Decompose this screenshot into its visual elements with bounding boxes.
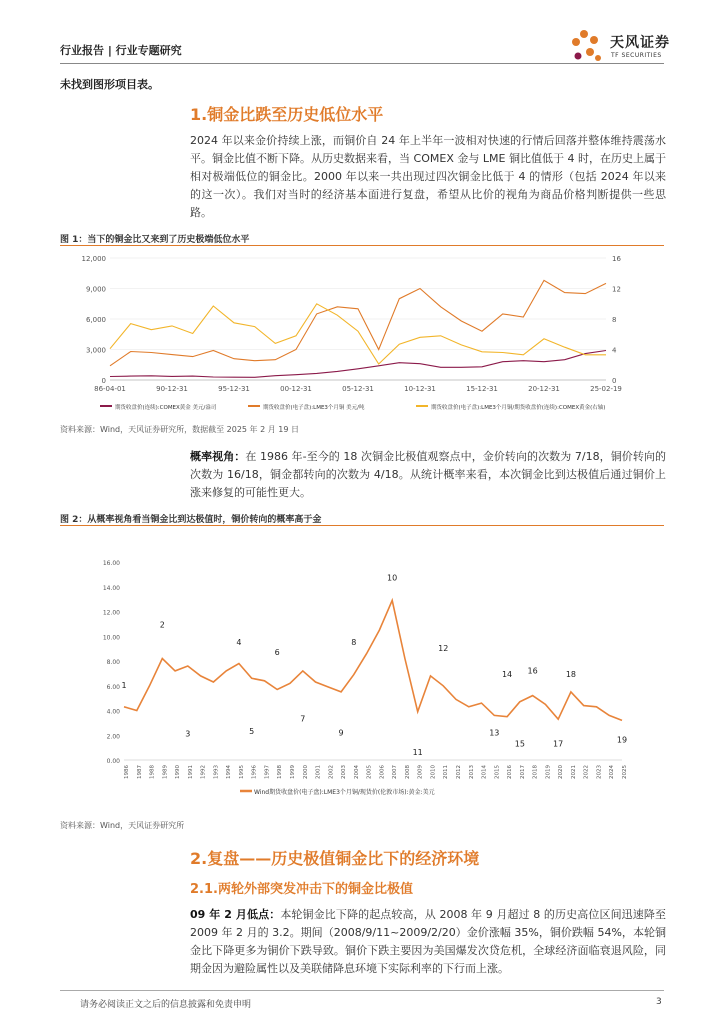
probability-text: 在 1986 年-至今的 18 次铜金比极值观察点中，金价转向的次数为 7/18，铜价转向的次数为 16/18，铜金都转向的次数为 4/18。从统计概率来看，本次铜金比到达极值后通过铜价上涨来修复的可能性更大。	[190, 450, 666, 499]
x-tick-label: 2025	[622, 765, 628, 779]
x-tick-label: 1990	[175, 765, 182, 779]
x-tick-label: 2023	[596, 765, 603, 779]
chart1	[60, 250, 664, 415]
page-number: 3	[656, 997, 662, 1007]
series-line	[110, 280, 606, 365]
annotation-label: 4	[236, 637, 242, 647]
x-tick-label: 2006	[379, 765, 386, 779]
x-tick-label: 90-12-31	[156, 385, 188, 393]
annotation-label: 19	[616, 735, 628, 745]
x-tick-label: 1991	[187, 765, 194, 779]
x-tick-label: 1992	[200, 765, 207, 779]
x-tick-label: 2004	[353, 765, 360, 779]
x-tick-label: 1999	[290, 765, 296, 779]
x-tick-label: 10-12-31	[404, 385, 436, 393]
x-tick-label: 2018	[532, 765, 539, 779]
x-tick-label: 05-12-31	[342, 385, 374, 393]
series-line	[110, 351, 606, 378]
series-line	[124, 600, 622, 720]
probability-para	[190, 448, 666, 502]
figure2-title: 图 2：从概率视角看当铜金比到达极值时，铜价转向的概率高于金	[60, 515, 322, 525]
y-left-tick-label: 9,000	[85, 285, 106, 294]
section2-text: 本轮铜金比下降的起点较高，从 2008 年 9 月超过 8 的历史高位区间迅速降至 2009 年 2 月的 3.2。期间（2008/9/11~2009/2/20）金价涨幅 35%，铜价跌幅 54%，本轮铜金比下降更多为铜价下跌导致。铜价下跌主要因为美国爆发次贷危机，全球经济面临衰退风险，同期金因为避险属性以及美联储降息环境下实际利率的下行而上涨。	[190, 908, 667, 975]
x-tick-label: 2024	[609, 765, 616, 779]
x-tick-label: 1998	[277, 765, 284, 779]
x-tick-label: 1988	[149, 765, 156, 779]
annotation-label: 9	[338, 728, 344, 738]
footer-disclaimer: 请务必阅读正文之后的信息披露和免责申明	[80, 1000, 252, 1010]
y-tick-label: 6.00	[106, 683, 120, 691]
annotation-label: 7	[300, 714, 306, 724]
probability-lead: 概率视角：	[190, 450, 246, 463]
x-tick-label: 2021	[570, 765, 577, 779]
annotation-label: 12	[438, 644, 449, 654]
y-right-tick-label: 12	[612, 285, 621, 294]
y-tick-label: 16.00	[102, 560, 120, 567]
x-tick-label: 2017	[519, 765, 526, 779]
annotation-label: 17	[553, 739, 564, 749]
annotation-label: 6	[274, 647, 280, 657]
report-category: 行业报告 | 行业专题研究	[60, 44, 182, 57]
y-left-tick-label: 12,000	[81, 255, 106, 263]
x-tick-label: 1995	[238, 765, 245, 779]
y-tick-label: 0.00	[106, 758, 120, 765]
x-tick-label: 2015	[494, 765, 501, 779]
logo-en: TF SECURITIES	[611, 52, 662, 59]
section2-lead: 09 年 2 月低点：	[190, 908, 281, 921]
y-tick-label: 8.00	[106, 659, 120, 666]
y-right-tick-label: 8	[612, 316, 617, 324]
y-right-tick-label: 16	[612, 255, 621, 263]
x-tick-label: 15-12-31	[466, 385, 498, 393]
x-tick-label: 2010	[430, 765, 437, 779]
x-tick-label: 1996	[251, 765, 258, 779]
y-tick-label: 2.00	[106, 733, 120, 741]
annotation-label: 16	[527, 666, 538, 676]
x-tick-label: 25-02-19	[590, 385, 622, 393]
x-tick-label: 1993	[213, 765, 220, 779]
x-tick-label: 00-12-31	[280, 385, 312, 393]
y-tick-label: 12.00	[102, 609, 120, 617]
x-tick-label: 20-12-31	[528, 385, 560, 393]
figure1-source: 资料来源：Wind，天风证券研究所，数据截至 2025 年 2 月 19 日	[60, 425, 299, 434]
y-tick-label: 14.00	[102, 584, 120, 592]
figure1-title: 图 1：当下的铜金比又来到了历史极端低位水平	[60, 235, 250, 245]
y-left-tick-label: 6,000	[85, 316, 106, 324]
section1-title: 1.铜金比跌至历史低位水平	[190, 105, 384, 124]
x-tick-label: 2011	[443, 765, 450, 779]
y-tick-label: 10.00	[102, 634, 120, 642]
annotation-label: 14	[501, 670, 513, 680]
x-tick-label: 2002	[328, 765, 335, 779]
section1-para: 2024 年以来金价持续上涨，而铜价自 24 年上半年一波相对快速的行情后回落并整体维持震荡水平。铜金比值不断下降。从历史数据来看，当 COMEX 金与 LME 铜比值低于 4 时，在历史上属于相对极端低位的铜金比。2000 年以来一共出现过四次铜金比低于 4 的情形（包括 2024 年以来的这一次）。我们对当时的经济基本面进行复盘，希望从比价的视角为商品价格判断提供一些思路。	[190, 134, 666, 219]
figure2-source: 资料来源：Wind，天风证券研究所	[60, 821, 185, 830]
header-rule	[60, 63, 664, 64]
x-tick-label: 1989	[162, 765, 169, 779]
section2-subtitle: 2.1.两轮外部突发冲击下的铜金比极值	[190, 882, 413, 897]
x-tick-label: 95-12-31	[218, 385, 250, 393]
note-line: 未找到图形项目表。	[60, 78, 159, 91]
figure2-rule	[60, 525, 664, 526]
x-tick-label: 2019	[545, 765, 552, 779]
y-left-tick-label: 3,000	[85, 346, 106, 355]
annotation-label: 11	[412, 748, 423, 758]
x-tick-label: 2016	[507, 765, 514, 779]
annotation-label: 10	[387, 573, 398, 583]
chart2	[100, 550, 640, 806]
legend-label: 期货收盘价(电子盘):LME3个月铜/期货收盘价(连续):COMEX黄金(右轴)	[431, 405, 606, 411]
x-tick-label: 2012	[456, 765, 462, 779]
x-tick-label: 2007	[392, 765, 399, 779]
annotation-label: 3	[185, 729, 191, 739]
x-tick-label: 1986	[124, 765, 130, 779]
series-line	[110, 304, 606, 364]
x-tick-label: 2001	[315, 765, 322, 779]
x-tick-label: 2013	[468, 765, 475, 779]
x-tick-label: 2009	[417, 765, 424, 779]
annotation-label: 1	[121, 681, 127, 691]
x-tick-label: 1987	[136, 765, 143, 779]
annotation-label: 18	[565, 670, 577, 680]
y-left-tick-label: 0	[101, 377, 106, 385]
y-right-tick-label: 0	[612, 377, 617, 385]
y-tick-label: 4.00	[106, 708, 120, 716]
section2-title: 2.复盘——历史极值铜金比下的经济环境	[190, 849, 480, 868]
x-tick-label: 86-04-01	[94, 385, 126, 393]
legend-label: Wind期货收盘价(电子盘):LME3个月铜/现货价(伦敦市场):黄金:美元	[254, 789, 435, 796]
x-tick-label: 2005	[366, 765, 373, 779]
annotation-label: 5	[249, 727, 255, 737]
x-tick-label: 1994	[226, 765, 233, 779]
annotation-label: 2	[159, 620, 165, 630]
annotation-label: 13	[489, 728, 500, 738]
x-tick-label: 2020	[558, 765, 565, 779]
x-tick-label: 2000	[302, 765, 309, 779]
annotation-label: 8	[351, 637, 357, 647]
x-tick-label: 1997	[264, 765, 271, 779]
legend-label: 期货收盘价(电子盘):LME3个月铜 美元/吨	[263, 405, 365, 411]
x-tick-label: 2003	[341, 765, 348, 779]
figure1-rule	[60, 245, 664, 246]
x-tick-label: 2022	[583, 765, 590, 779]
legend-label: 期货收盘价(连续):COMEX黄金 美元/盎司	[115, 405, 217, 411]
y-right-tick-label: 4	[612, 346, 617, 355]
x-tick-label: 2008	[404, 765, 411, 779]
section2-para	[190, 906, 666, 978]
footer-rule	[60, 990, 664, 991]
x-tick-label: 2014	[481, 765, 488, 779]
logo-cn: 天风证券	[610, 35, 670, 51]
annotation-label: 15	[514, 739, 525, 749]
